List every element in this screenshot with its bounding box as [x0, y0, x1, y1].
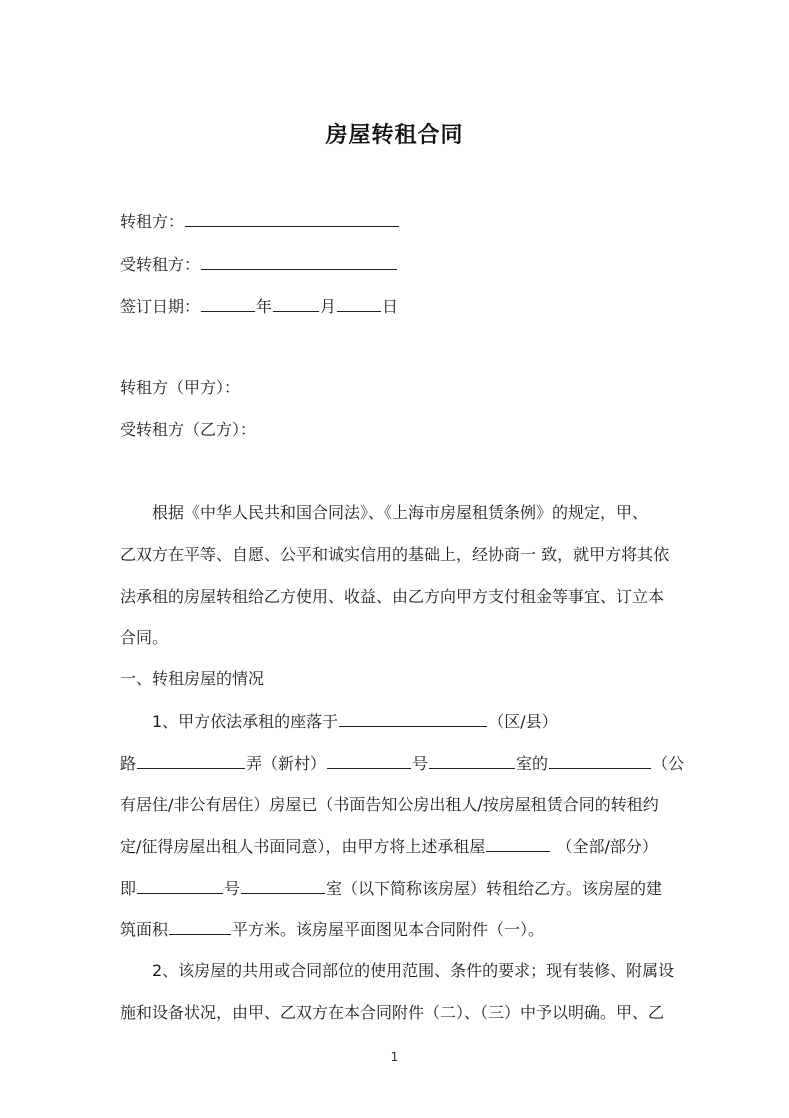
- sublessee-blank[interactable]: [201, 253, 397, 270]
- intro-line-2: 乙双方在平等、自愿、公平和诚实信用的基础上，经协商一 致，就甲方将其依: [120, 545, 670, 564]
- sublessor-blank[interactable]: [185, 210, 399, 227]
- item-1-line-6: [120, 918, 544, 941]
- room-label: 室的: [516, 754, 549, 773]
- sign-date-field: [120, 295, 398, 318]
- year-blank[interactable]: [201, 295, 255, 312]
- area-blank[interactable]: [169, 918, 231, 935]
- housing-type-prefix: （公: [652, 754, 685, 773]
- sub-number-label: 号: [224, 879, 241, 898]
- item-1-line-2: [120, 752, 684, 775]
- day-blank[interactable]: [337, 295, 381, 312]
- lane-blank[interactable]: [327, 752, 411, 769]
- item-1-location-text: 1、甲方依法承租的座落于: [152, 712, 339, 731]
- district-blank[interactable]: [339, 710, 487, 727]
- month-label: 月: [320, 297, 337, 316]
- item-1-line-1: [152, 710, 558, 733]
- number-blank[interactable]: [429, 752, 515, 769]
- day-label: 日: [382, 297, 399, 316]
- sub-room-blank[interactable]: [241, 877, 325, 894]
- sublease-scope-text: 定/征得房屋出租人书面同意），由甲方将上述承租屋: [120, 837, 486, 856]
- item-1-line-3: 有居住/非公有居住）房屋已（书面告知公房出租人/按房屋租赁合同的转租约: [120, 795, 659, 814]
- item-1-line-5: [120, 877, 662, 900]
- page-number: 1: [390, 1050, 399, 1064]
- sublessor-field: [120, 210, 400, 233]
- area-unit-text: 平方米。该房屋平面图见本合同附件（一）。: [232, 920, 545, 939]
- month-blank[interactable]: [273, 295, 319, 312]
- number-label: 号: [412, 754, 429, 773]
- section-1-heading: 一、转租房屋的情况: [120, 669, 265, 688]
- district-suffix: （区/县）: [488, 712, 558, 731]
- sub-room-text: 室（以下简称该房屋）转租给乙方。该房屋的建: [326, 879, 663, 898]
- contract-title: 房屋转租合同: [325, 122, 464, 148]
- scope-blank[interactable]: [486, 835, 550, 852]
- scope-options: （全部/部分）: [551, 837, 658, 856]
- intro-line-4: 合同。: [120, 628, 169, 647]
- room-blank[interactable]: [549, 752, 651, 769]
- party-b-line: 受转租方（乙方）：: [120, 420, 257, 439]
- road-label: 路: [120, 754, 137, 773]
- sign-date-label: 签订日期：: [120, 297, 201, 316]
- sublessor-label: 转租方：: [120, 212, 185, 231]
- party-a-line: 转租方（甲方）：: [120, 378, 241, 397]
- area-label: 筑面积: [120, 920, 169, 939]
- sub-number-blank[interactable]: [137, 877, 223, 894]
- item-2-line-2: 施和设备状况，由甲、乙双方在本合同附件（二）、（三）中予以明确。甲、乙: [120, 1003, 665, 1022]
- intro-line-3: 法承租的房屋转租给乙方使用、收益、由乙方向甲方支付租金等事宜、订立本: [120, 587, 665, 606]
- sublessee-field: [120, 253, 398, 276]
- item-1-line-4: [120, 835, 658, 858]
- namely-label: 即: [120, 879, 137, 898]
- road-blank[interactable]: [137, 752, 245, 769]
- item-2-line-1: 2、该房屋的共用或合同部位的使用范围、条件的要求；现有装修、附属设: [152, 961, 675, 980]
- year-label: 年: [256, 297, 273, 316]
- intro-line-1: 根据《中华人民共和国合同法》、《上海市房屋租赁条例》的规定，甲、: [152, 503, 649, 522]
- sublessee-label: 受转租方：: [120, 255, 201, 274]
- lane-label: 弄（新村）: [246, 754, 327, 773]
